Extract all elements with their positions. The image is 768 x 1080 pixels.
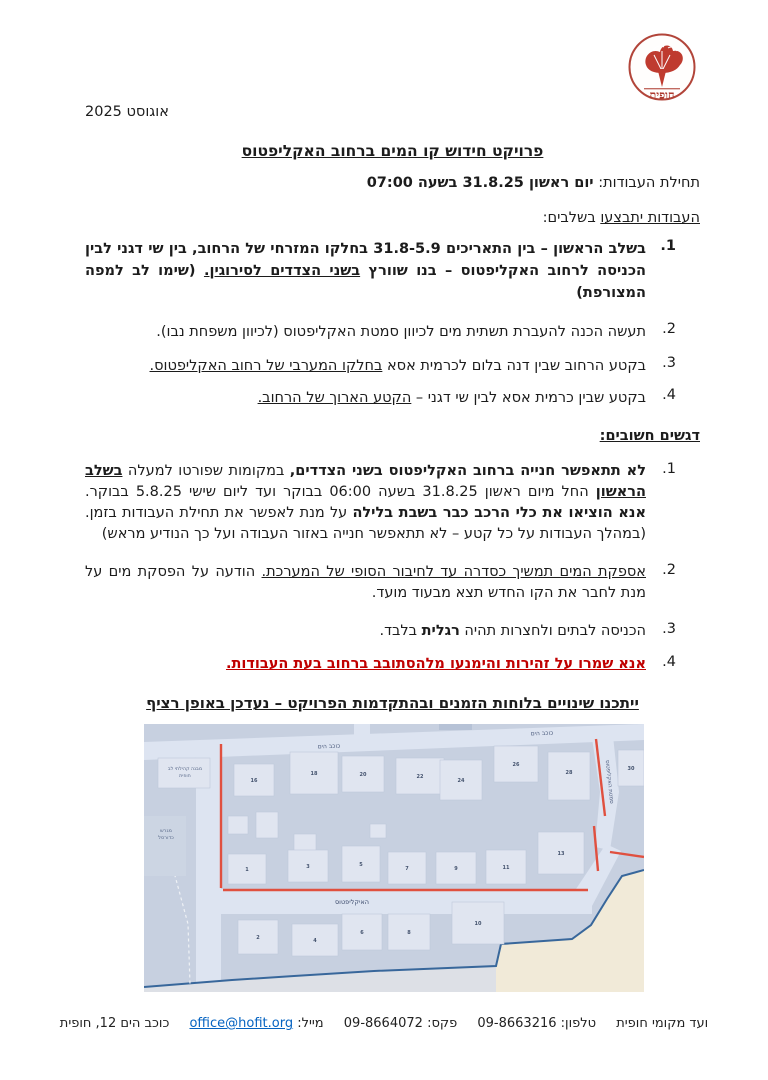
place-label-court-2: כדורסל	[158, 835, 174, 841]
footer-fax: פקס: 09-8664072	[343, 1016, 458, 1031]
svg-text:9: 9	[454, 866, 458, 872]
svg-text:6: 6	[360, 930, 364, 936]
footer-org: ועד מקומי חופית	[616, 1016, 709, 1031]
stage-item-4: 4. בקטע שבין כרמית אסא לבין שי דגני – הקטע הארוך של הרחוב.	[85, 387, 676, 409]
footer-contact-line	[0, 1016, 768, 1031]
list-number: 3.	[662, 355, 676, 371]
street-label-eucalyptus: האיקליפטוס	[334, 898, 370, 906]
svg-text:3: 3	[306, 864, 310, 870]
highlight-item-1: 1. לא תתאפשר חנייה ברחוב האקליפטוס בשני הצדדים, במקומות שפורטו למעלה בשלב הראשון החל מיום ראשון 31.8.25 בשעה 06:00 בבוקר ועד ליום שישי 5.8.25 בבוקר. אנא הוציאו את כלי הרכב כבר בשבת בלילה על מנת לאפשר את תחילת העבודות בזמן. (במהלך העבודות על כל קטע – לא תתאפשר חנייה באזור העבודה ועל כך הנודיע מראש)	[85, 461, 676, 545]
svg-text:2: 2	[256, 935, 260, 941]
footer-phone: טלפון: 09-8663216	[477, 1016, 597, 1031]
svg-text:1: 1	[245, 867, 249, 873]
svg-text:24: 24	[457, 778, 465, 784]
list-number: 3.	[662, 621, 676, 637]
svg-text:30: 30	[627, 766, 635, 772]
svg-text:10: 10	[474, 921, 482, 927]
highlight-item-4	[85, 654, 676, 675]
svg-text:18: 18	[310, 771, 318, 777]
schedule-notice: ייתכנו שינויים בלוחות הזמנים ובהתקדמות הפרויקט – נעדכן באופן רציף	[146, 694, 639, 712]
svg-text:20: 20	[359, 772, 367, 778]
list-number: 1.	[660, 238, 676, 254]
hofit-logo	[627, 32, 697, 102]
svg-text:16: 16	[250, 778, 258, 784]
svg-text:11: 11	[502, 865, 510, 871]
highlight-item-3: 3. הכניסה לבתים ולחצרות תהיה רגלית בלבד.	[85, 621, 676, 642]
place-label-court-1: מגרש	[160, 828, 172, 834]
email-link[interactable]: office@hofit.org	[189, 1016, 294, 1031]
svg-text:26: 26	[512, 762, 520, 768]
highlights-list	[85, 461, 700, 675]
street-label-eucalyptus-alley: סמטת האקליפטוס	[603, 759, 615, 805]
svg-text:13: 13	[557, 851, 565, 857]
svg-text:28: 28	[565, 770, 573, 776]
stages-list	[85, 238, 700, 409]
svg-text:5: 5	[359, 862, 363, 868]
place-label-community-center-2: חופית	[179, 774, 191, 779]
list-number: 2.	[662, 562, 676, 578]
list-number: 2.	[662, 321, 676, 337]
date-line: אוגוסט 2025	[85, 104, 169, 120]
svg-text:7: 7	[405, 866, 409, 872]
highlight-item-2: 2. אספקת המים תמשיך כסדרה עד לחיבור הסופי של המערכת. הודעה על הפסקת מים על מנת לחבר את הקו החדש תצא מבעוד מועד.	[85, 562, 676, 604]
flower-logo-icon	[627, 32, 697, 102]
list-number: 4.	[662, 654, 676, 670]
list-number: 4.	[662, 387, 676, 403]
footer-address: כוכב הים 12, חופית	[59, 1016, 170, 1031]
stage-item-2: 2. תעשה הכנה להעברת תשתית מים לכיוון סמטת האקליפטוס (לכיוון משפחת נבו).	[85, 321, 676, 343]
list-number: 1.	[662, 461, 676, 477]
works-start-value: יום ראשון 31.8.25 בשעה 07:00	[366, 175, 594, 191]
street-label-kochav-hayam-east: כוכב הים	[530, 729, 554, 738]
logo-wordmark: חופית	[649, 88, 675, 102]
place-label-community-center-1: מבנה קהילתי לב	[167, 767, 203, 772]
svg-text:22: 22	[416, 774, 424, 780]
highlights-heading: דגשים חשובים:	[599, 428, 700, 444]
page-title: פרויקט חידוש קו המים ברחוב האקליפטוס	[241, 142, 544, 160]
street-label-kochav-hayam-west: כוכב הים	[317, 742, 341, 751]
stages-heading: העבודות יתבצעו בשלבים:	[542, 210, 700, 226]
svg-text:4: 4	[313, 938, 317, 944]
svg-text:8: 8	[407, 930, 411, 936]
safety-warning-text: אנא שמרו על זהירות והימנעו מלהסתובב ברחוב בעת העבודות.	[225, 656, 646, 672]
works-start-line	[85, 175, 700, 191]
stage-item-1: 1. בשלב הראשון – בין התאריכים 31.8-5.9 בחלקו המזרחי של הרחוב, בין שי דגני לבין הכניסה לרחוב האקליפטוס – בנו שוורץ בשני הצדדים לסירוגין. (שימו לב למפה המצורפת)	[85, 238, 676, 304]
works-start-label: תחילת העבודות:	[598, 175, 700, 191]
project-map	[144, 724, 644, 992]
footer-email: מייל: office@hofit.org	[189, 1016, 324, 1031]
stage-item-3: 3. בקטע הרחוב שבין דנה בלום לכרמית אסא בחלקו המערבי של רחוב האקליפטוס.	[85, 355, 676, 377]
